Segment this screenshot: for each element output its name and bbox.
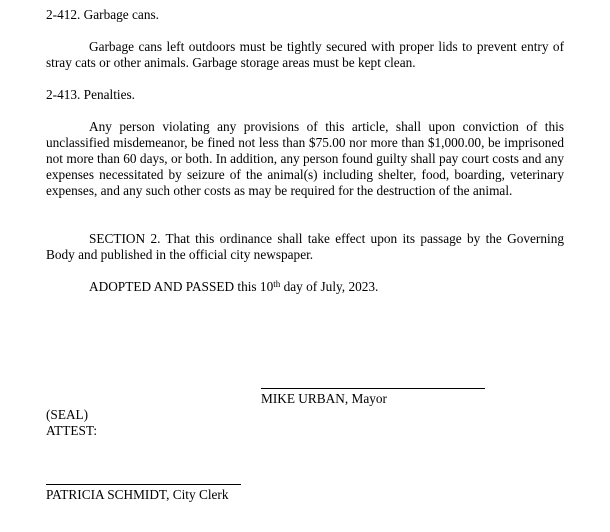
adopted-prefix: ADOPTED AND PASSED this 10 xyxy=(89,279,274,294)
adopted-and-passed-line xyxy=(89,279,378,295)
section-heading-penalties: 2-413. Penalties. xyxy=(46,87,136,102)
mayor-signature-line xyxy=(261,388,485,389)
adopted-ordinal: th xyxy=(273,279,281,289)
section-2-effective-clause: SECTION 2. That this ordinance shall take effect upon its passage by the Governing Body and published in the official city newspaper. xyxy=(46,231,564,262)
clerk-signature-line xyxy=(46,484,241,485)
adopted-suffix: day of July, 2023. xyxy=(280,279,379,294)
section-heading-garbage-cans: 2-412. Garbage cans. xyxy=(46,7,159,22)
mayor-name: MIKE URBAN, Mayor xyxy=(261,391,387,406)
clerk-name: PATRICIA SCHMIDT, City Clerk xyxy=(46,487,229,502)
seal-label: (SEAL) xyxy=(46,407,89,422)
attest-label: ATTEST: xyxy=(46,423,98,438)
section-body-garbage-cans: Garbage cans left outdoors must be tightly secured with proper lids to prevent entry of stray cats or other animals. Garbage storage areas must be kept clean. xyxy=(46,39,564,70)
section-body-penalties: Any person violating any provisions of this article, shall upon conviction of this unclassified misdemeanor, be fined not less than $75.00 nor more than $1,000.00, be imprisoned not more than 60 days, or both. In addition, any person found guilty shall pay court costs and any expenses necessitated by seizure of the animal(s) including shelter, food, boarding, veterinary expenses, and any such other costs as may be required for the destruction of the animal. xyxy=(46,119,564,198)
